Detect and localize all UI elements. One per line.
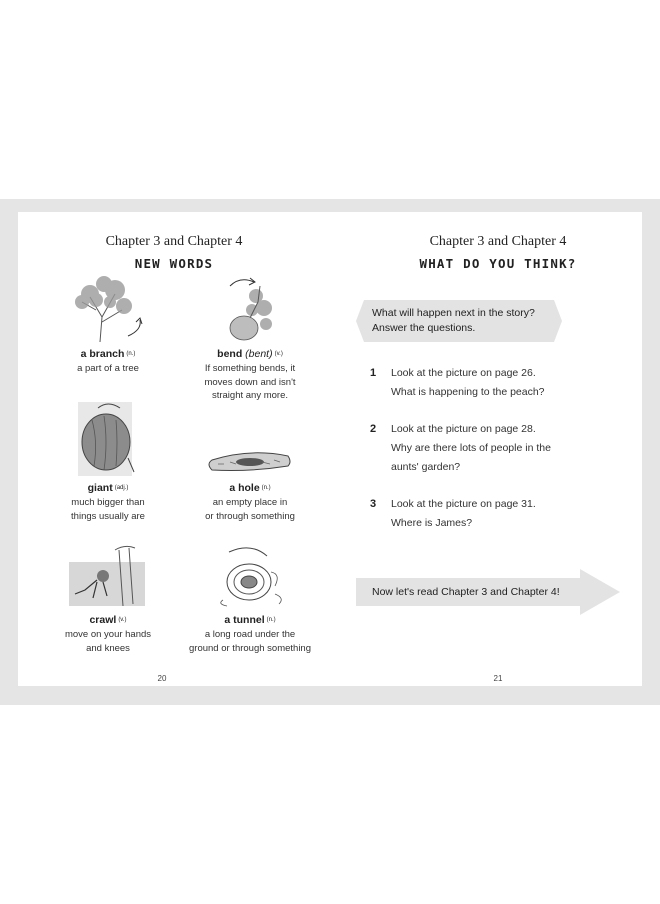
left-chapter-title: Chapter 3 and Chapter 4 bbox=[105, 234, 243, 249]
question-number: 1 bbox=[370, 367, 377, 379]
word-card-branch bbox=[38, 272, 178, 376]
word-definition: a part of a tree bbox=[77, 363, 139, 374]
part-of-speech: (adj.) bbox=[114, 485, 129, 492]
word-card-bend bbox=[180, 272, 320, 403]
part-of-speech: (n.) bbox=[126, 351, 136, 358]
right-page bbox=[330, 212, 642, 686]
word-card-crawl bbox=[38, 542, 178, 655]
giant-peach-icon bbox=[68, 398, 148, 480]
bending-branch-peach-icon bbox=[210, 272, 290, 346]
arrow-text: Now let's read Chapter 3 and Chapter 4! bbox=[372, 586, 560, 598]
tunnel-icon bbox=[205, 542, 295, 612]
pronunciation: (bent) bbox=[245, 348, 273, 360]
crawling-boy-icon bbox=[63, 542, 153, 612]
part-of-speech: (v.) bbox=[118, 617, 127, 624]
word-term: crawl bbox=[89, 614, 117, 626]
word-term: giant bbox=[87, 482, 113, 494]
word-definition: move on your hands and knees bbox=[64, 629, 152, 654]
word-term: a tunnel bbox=[224, 614, 265, 626]
page-number-right: 21 bbox=[493, 674, 503, 683]
question-text: Look at the picture on page 26. What is happening to the peach? bbox=[391, 367, 545, 398]
right-chapter-title: Chapter 3 and Chapter 4 bbox=[429, 234, 567, 249]
word-card-giant bbox=[38, 398, 178, 523]
word-term: bend bbox=[217, 348, 243, 360]
what-do-you-think-heading: WHAT DO YOU THINK? bbox=[419, 256, 577, 271]
word-definition: much bigger than things usually are bbox=[71, 497, 145, 522]
new-words-heading: NEW WORDS bbox=[134, 256, 214, 271]
page-number-left: 20 bbox=[157, 674, 167, 683]
tree-branch-icon bbox=[60, 272, 156, 346]
word-card-hole bbox=[180, 398, 320, 523]
part-of-speech: (n.) bbox=[266, 617, 276, 624]
word-card-tunnel bbox=[180, 542, 320, 655]
part-of-speech: (v.) bbox=[274, 351, 283, 358]
callout-text: What will happen next in the story? Answer the questions. bbox=[372, 307, 535, 334]
hole-icon bbox=[202, 398, 298, 480]
word-definition: an empty place in or through something bbox=[205, 497, 295, 522]
word-definition: If something bends, it moves down and isn't straight any more. bbox=[204, 363, 296, 401]
word-term: a branch bbox=[80, 348, 125, 360]
left-page bbox=[18, 212, 330, 686]
question-number: 3 bbox=[370, 498, 377, 510]
word-definition: a long road under the ground or through something bbox=[189, 629, 311, 654]
question-number: 2 bbox=[370, 423, 377, 435]
word-term: a hole bbox=[229, 482, 260, 494]
question-text: Look at the picture on page 28. Why are there lots of people in the aunts' garden? bbox=[391, 423, 551, 473]
part-of-speech: (n.) bbox=[261, 485, 271, 492]
question-text: Look at the picture on page 31. Where is James? bbox=[391, 498, 536, 529]
